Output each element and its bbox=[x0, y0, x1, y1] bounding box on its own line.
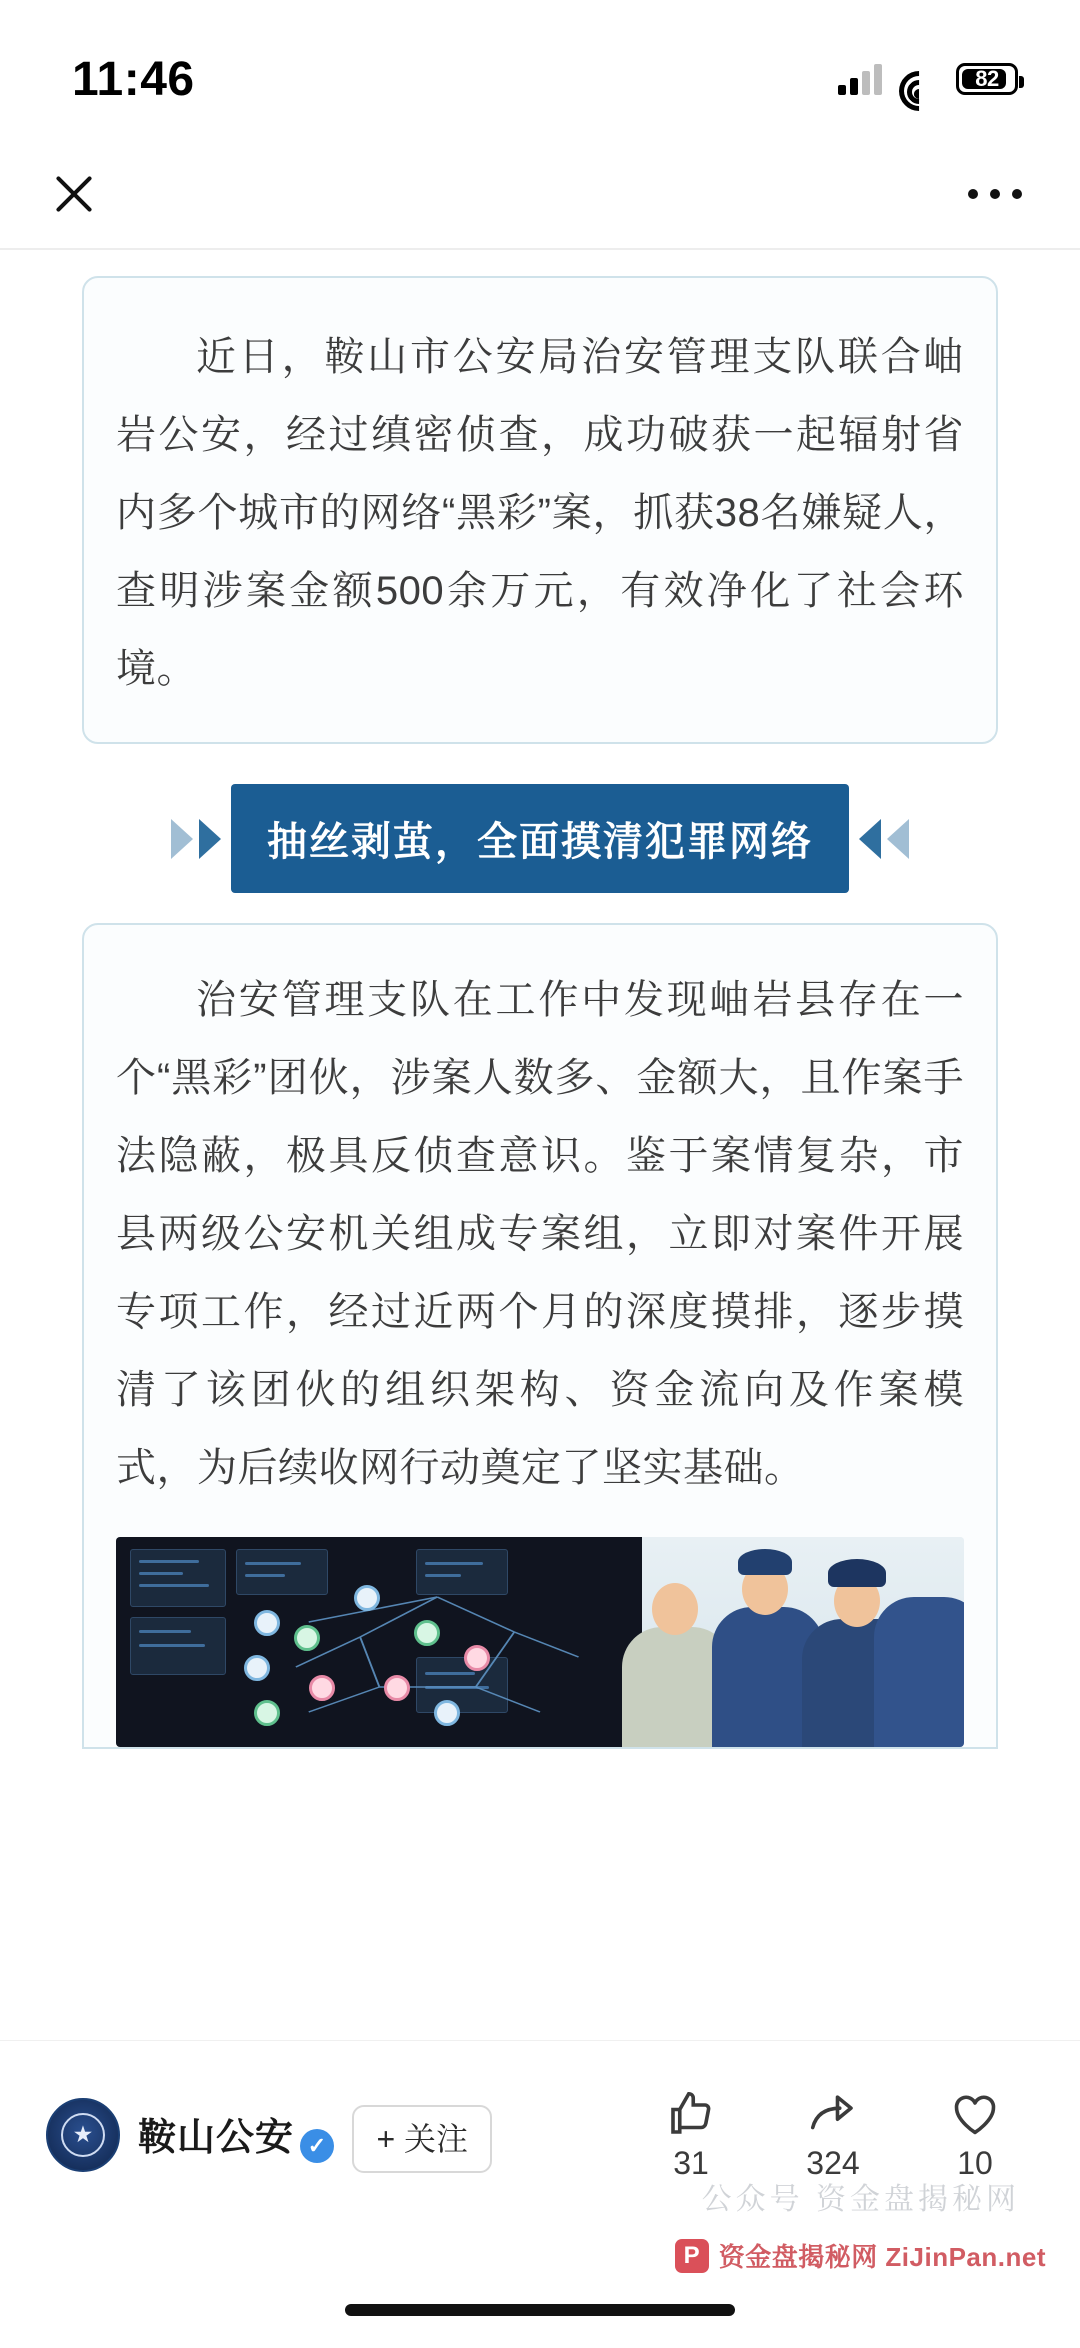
home-indicator-area bbox=[0, 2183, 1080, 2348]
section-heading-row bbox=[72, 784, 1008, 893]
status-time: 11:46 bbox=[72, 52, 195, 106]
police-data-analysis-illustration bbox=[116, 1537, 964, 1747]
article-content[interactable] bbox=[0, 250, 1080, 2040]
cellular-signal-icon bbox=[838, 63, 882, 95]
favorite-button[interactable] bbox=[932, 2087, 1018, 2182]
wifi-icon bbox=[898, 63, 940, 95]
status-icons bbox=[838, 45, 1018, 95]
left-arrows-decoration bbox=[171, 819, 221, 859]
paragraph-1: 近日，鞍山市公安局治安管理支队联合岫岩公安，经过缜密侦查，成功破获一起辐射省内多个城市的网络“黑彩”案，抓获38名嫌疑人，查明涉案金额500余万元，有效净化了社会环境。 bbox=[116, 335, 964, 691]
share-count: 324 bbox=[806, 2145, 860, 2181]
status-bar bbox=[0, 0, 1080, 140]
body-card bbox=[82, 923, 998, 1749]
home-indicator[interactable] bbox=[345, 2304, 735, 2316]
action-buttons bbox=[648, 2087, 1024, 2182]
favorite-count: 10 bbox=[957, 2145, 993, 2181]
account-block[interactable] bbox=[46, 2098, 492, 2172]
watermark-badge-icon: P bbox=[675, 2239, 709, 2273]
close-icon[interactable] bbox=[46, 166, 102, 222]
heart-icon bbox=[948, 2087, 1002, 2141]
account-name[interactable]: 鞍山公安 bbox=[138, 2117, 295, 2160]
thumbs-up-icon bbox=[664, 2087, 718, 2141]
watermark-text: 资金盘揭秘网 ZiJinPan.net bbox=[718, 2242, 1046, 2272]
navigation-bar bbox=[0, 140, 1080, 248]
battery-level-text: 82 bbox=[975, 66, 999, 91]
follow-button[interactable]: + 关注 bbox=[352, 2105, 492, 2173]
watermark bbox=[675, 2237, 1046, 2274]
intro-card bbox=[82, 276, 998, 744]
section-heading: 抽丝剥茧，全面摸清犯罪网络 bbox=[231, 784, 849, 893]
police-emblem-icon: ★ bbox=[61, 2113, 105, 2157]
like-button[interactable] bbox=[648, 2087, 734, 2182]
watermark-ghost-text: 公众号 资金盘揭秘网 bbox=[701, 2183, 1020, 2216]
like-count: 31 bbox=[673, 2145, 709, 2181]
verified-badge-icon: ✓ bbox=[300, 2129, 334, 2163]
avatar[interactable] bbox=[46, 2098, 120, 2172]
share-icon bbox=[806, 2087, 860, 2141]
paragraph-2: 治安管理支队在工作中发现岫岩县存在一个“黑彩”团伙，涉案人数多、金额大，且作案手法隐蔽，极具反侦查意识。鉴于案情复杂，市县两级公安机关组成专案组，立即对案件开展专项工作，经过近两个月的深度摸排，逐步摸清了该团伙的组织架构、资金流向及作案模式，为后续收网行动奠定了坚实基础。 bbox=[116, 978, 964, 1490]
right-arrows-decoration bbox=[859, 819, 909, 859]
battery-icon bbox=[956, 63, 1018, 95]
more-options-icon[interactable] bbox=[968, 189, 1022, 199]
share-button[interactable] bbox=[790, 2087, 876, 2182]
